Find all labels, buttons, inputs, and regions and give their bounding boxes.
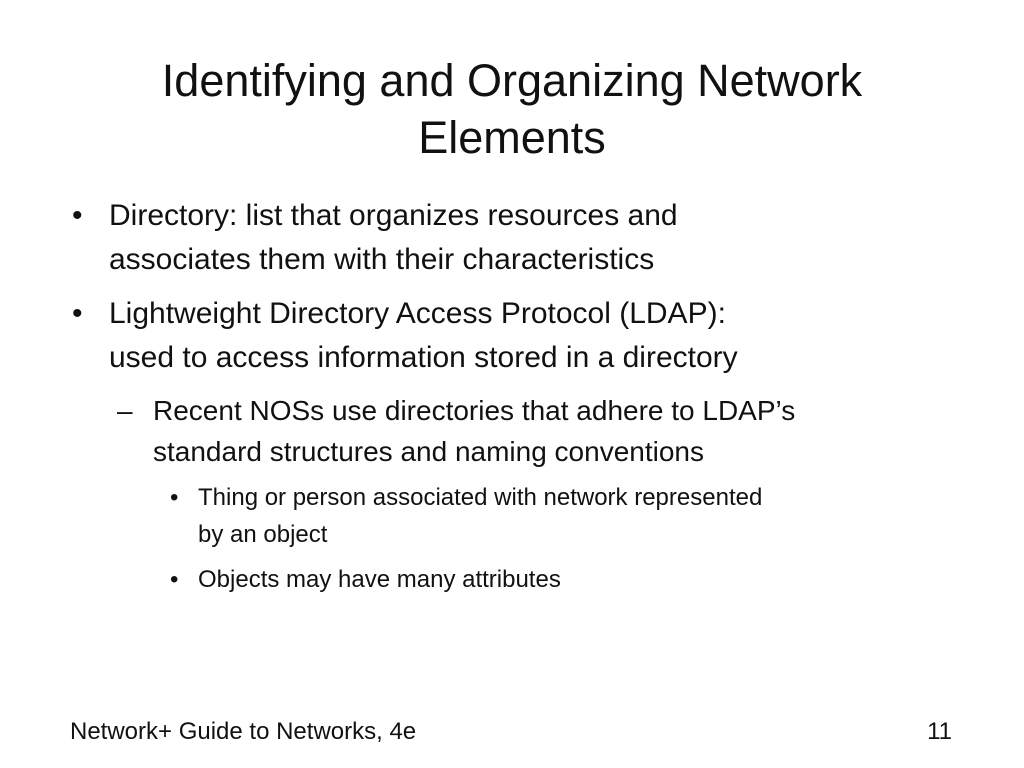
bullet-marker: • (170, 484, 179, 511)
sub-bullet-text (153, 390, 973, 472)
sub-sub-bullet-text (198, 561, 978, 598)
title-line-1: Identifying and Organizing Network (161, 55, 863, 106)
bullet-line: Directory: list that organizes resources and (109, 199, 678, 232)
sub-sub-bullet-line: Objects may have many attributes (198, 566, 561, 593)
bullet-marker: • (170, 566, 179, 593)
bullet-line: used to access information stored in a directory (109, 341, 738, 374)
bullet-marker: • (72, 199, 83, 232)
sub-bullet-line: Recent NOSs use directories that adhere to LDAP’s (153, 395, 796, 426)
sub-sub-bullet-line: by an object (198, 521, 328, 548)
bullet-text (109, 292, 939, 380)
footer-page-number: 11 (927, 718, 952, 745)
dash-marker: – (117, 395, 133, 426)
sub-sub-bullet-text (198, 479, 978, 553)
sub-bullet-line: standard structures and naming conventions (153, 436, 704, 467)
bullet-line: associates them with their characteristics (109, 243, 655, 276)
sub-sub-bullet-line: Thing or person associated with network represented (198, 484, 763, 511)
footer-course-title: Network+ Guide to Networks, 4e (70, 718, 417, 745)
bullet-line: Lightweight Directory Access Protocol (LDAP): (109, 297, 726, 330)
bullet-text (109, 194, 939, 282)
title-line-2: Elements (418, 112, 606, 163)
bullet-marker: • (72, 297, 83, 330)
slide-title (60, 52, 964, 166)
